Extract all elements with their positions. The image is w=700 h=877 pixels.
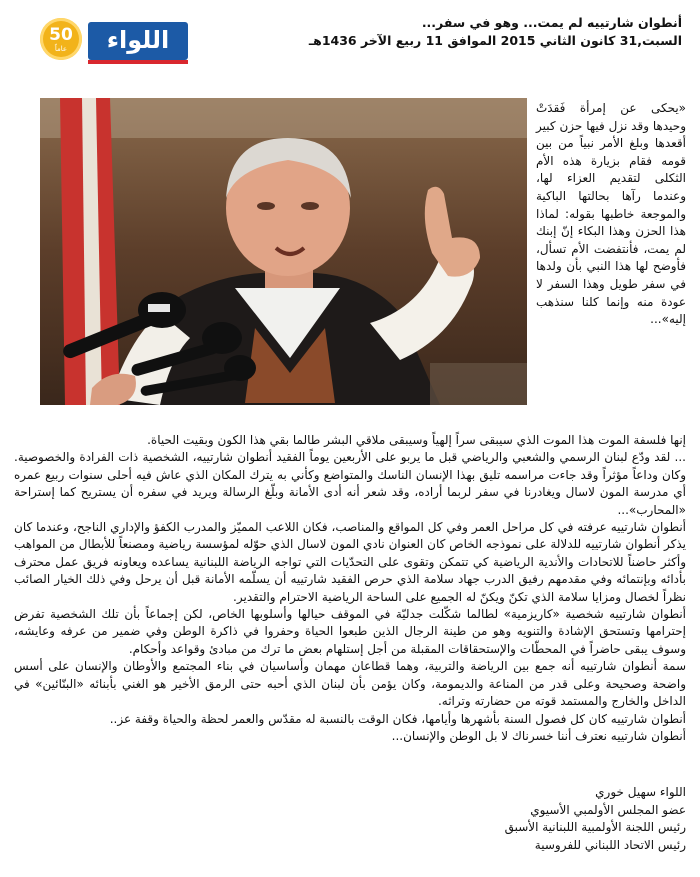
anniversary-badge-icon	[40, 18, 82, 60]
article-paragraph: أنطوان شارتييه كان كل فصول السنة بأشهرها وأيامها، فكان الوقت بالنسبة له مقدّس والعمر لحظة والحياة وقفة عز..	[109, 711, 686, 726]
article-title: أنطوان شارتييه لم يمت... وهو في سفر...	[421, 15, 682, 30]
article-photo	[40, 98, 527, 405]
article-paragraph: سمة أنطوان شارتييه أنه جمع بين الرياضة والتربية، وهما قطاعان مهمان وأساسيان في بناء المجتمع والأوطان والإنسان على أسس واضحة وصحيحة وعلى قدر من المناعة والديمومة، وكان يؤمن بأن لبنان الذي أحبه حتى الرمق الأخير هو الغني بأبنائه «البنّائين» في الداخل والخارج والمستمد قوته من حضارته وتراثه.	[14, 659, 686, 709]
author-title-line: رئيس الاتحاد اللبناني للفروسية	[534, 837, 686, 852]
author-name: اللواء سهيل خوري	[595, 785, 686, 799]
article-paragraph: أنطوان شارتييه عرفته في كل مراحل العمر وفي كل المواقع والمناصب، فكان اللاعب المميّز والمدرب الكفؤ والإداري الناجح، وعندما كان يذكر أنطوان شارتييه للدلالة على نموذجه الخاص كان العنوان نادي المون لاسال الذي حوّله لمؤسسة رياضية ومصنعاً للأبطال من المواهب وأكثر حاضناً للاتحادات والأندية الرياضية كي تتمكن وتقوى على التحدّيات التي تواجه الرياضة اللبنانية يساعده ويعاونه فريق عمل محترف بأدائه وبإنتمائه وفي مقدمهم رفيق الدرب جهاد سلامة الذي حرص الفقيد شارتييه أن يسلّمه الأمانة قبل أن يرحل وفي ذلك الخيار الصائب نظراً لخصال ومزايا سلامة الذي تكنّ ويكنّ له الجميع على الساحة الرياضية الاحترام والتقدير.	[14, 520, 686, 604]
author-title-line: عضو المجلس الأولمبي الأسيوي	[530, 802, 686, 817]
article-paragraph: إنها فلسفة الموت هذا الموت الذي سيبقى سراً إلهياً وسيبقى ملاقي البشر طالما بقي هذا الكون وبقيت الحياة.	[147, 433, 686, 447]
newspaper-logo[interactable]	[40, 10, 190, 66]
author-title-line: رئيس اللجنة الأولمبية اللبنانية الأسبق	[504, 820, 686, 835]
speaker-photo-illustration	[40, 98, 527, 405]
article-paragraph: ... لقد ودّع لبنان الرسمي والشعبي والرياضي قبل ما يربو على الأربعين يوماً الفقيد أنطوان شارتييه، الشخصية ذات الفرادة والخصوصية. وكان وداعاً مؤثراً وقد جاءت مراسمه تليق بهذا الإنسان الناسك والمتواضع وكأني به يترك المكان الذي عاش فيه أحلى سنوات ربيع عمره أي مدرسة المون لاسال ويغادرنا في سفر لربما أراده، وقد شعر أنه أدى الأمانة وبلّغ الرسالة ويريد في سفره أن يستريح كما إستراحة «المحارب»...	[14, 450, 686, 517]
article-body	[14, 432, 686, 745]
article-date: السبت,31 كانون الثاني 2015 الموافق 11 ربيع الآخر 1436هـ	[308, 33, 682, 48]
anniversary-badge-number: 50	[49, 25, 73, 45]
logo-wordmark: اللواء	[88, 22, 188, 60]
author-signature	[386, 784, 686, 854]
article-paragraph: أنطوان شارتييه نعترف أننا خسرناك لا بل الوطن والإنسان...	[391, 728, 686, 743]
article-paragraph: أنطوان شارتييه شخصية «كاريزمية» لطالما شكّلت جدليّة في الموقف حيالها وأسلوبها الخاص، لكن إجماعاً بأن تلك الشخصية تفرض إحترامها وتستحق الإشادة والتنويه وهو من طينة الرجال الذين طبعوا الحياة وحفروا في ذاكرة الوطن وفي ضمير من عرفه وعايشه، وسوف يبقى حاضراً في المحطّات والإستحقاقات المقبلة من أجل إستلهام بعض ما ترك من مبادئ وقواعد وأحكام.	[14, 607, 686, 656]
article-intro-text: «يحكى عن إمرأة فَقدَتْ وحيدها وقد نزل فيها حزن كبير أقعدها وبلغ الأمر نبياً من بين قومه فقام بزيارة هذه الأم الثكلى لتقديم العزاء لها، وعندما رآها بحالتها الباكية والموجعة خاطبها بقوله: لماذا هذا الحزن وهذا البكاء إنّ إبنك لم يمت، فأنتفضت الأم تسأل، فأوضح لها هذا النبي بأن ولدها في سفر طويل وهذا السفر لا عودة منه وإنما كلنا سنذهب إليه»...	[536, 101, 686, 327]
anniversary-badge-subtitle: عاماً	[54, 45, 68, 53]
logo-stripe	[88, 60, 188, 64]
